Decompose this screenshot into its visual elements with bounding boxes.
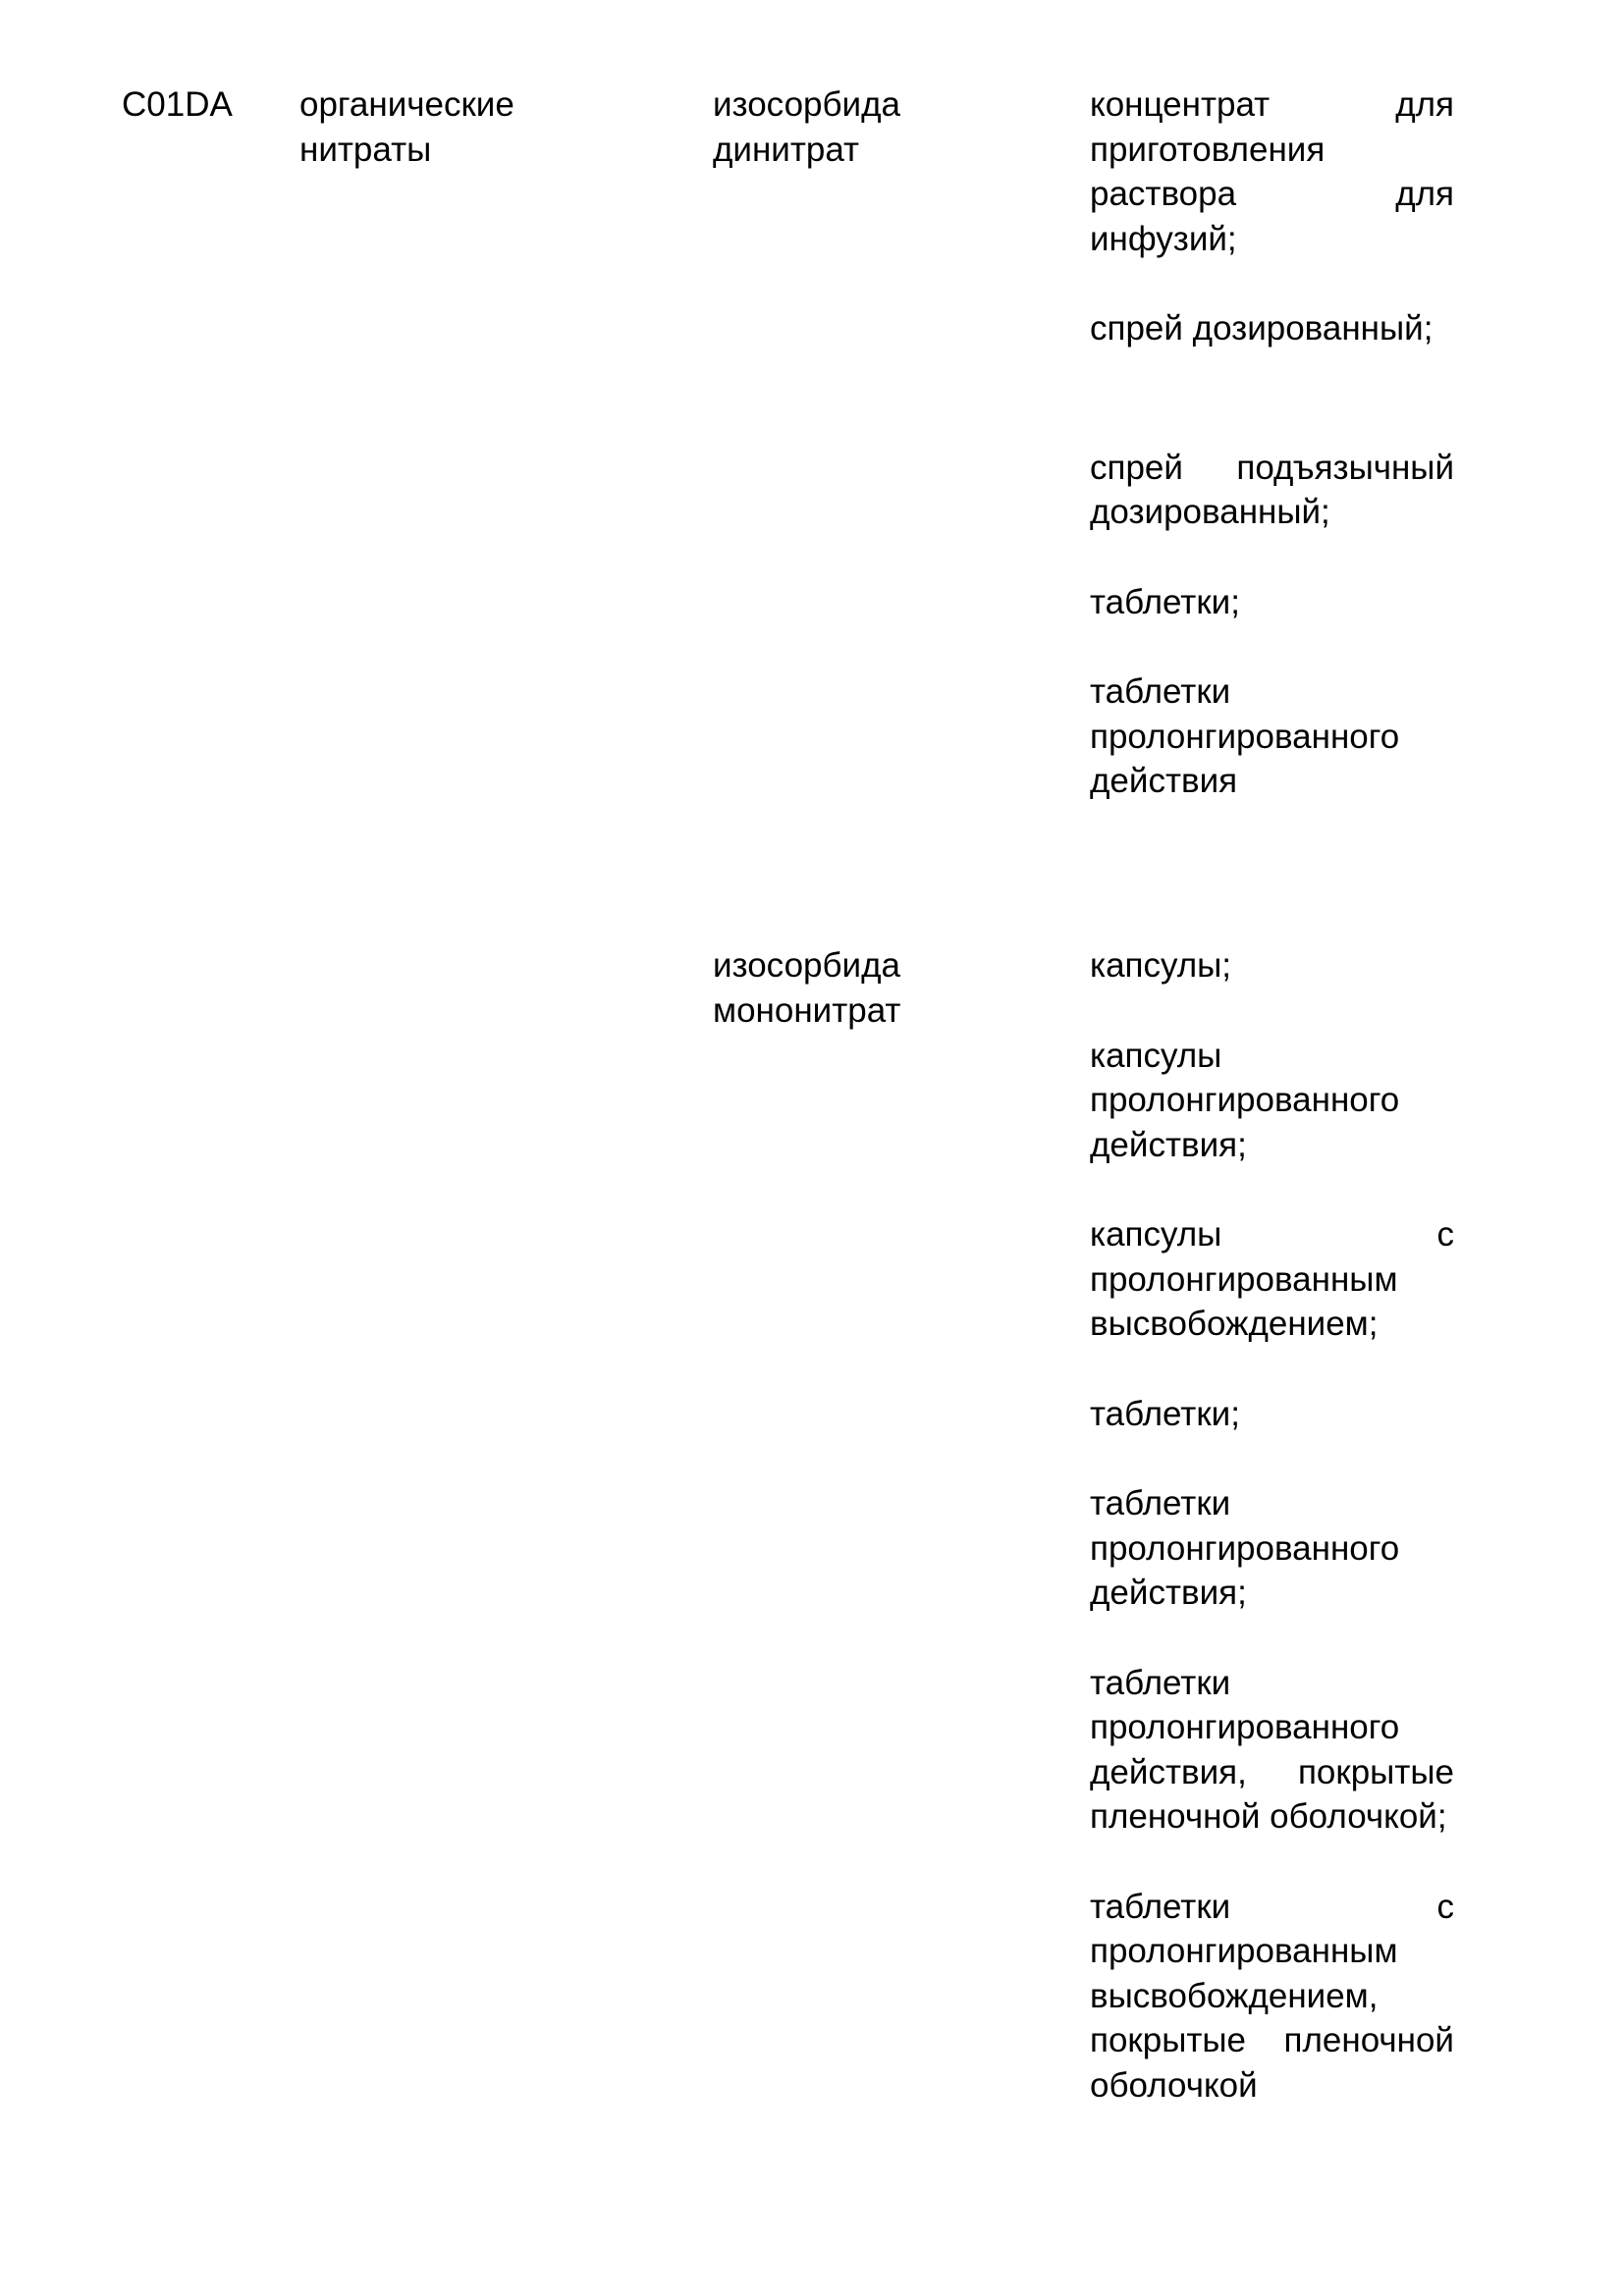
- dosage-form-item: таблетки с пролонгированным высвобождением, покрытые пленочной оболочкой: [1090, 1887, 1454, 2105]
- dosage-form-item: таблетки пролонгированного действия;: [1090, 1484, 1400, 1612]
- dosage-form-item: таблетки;: [1090, 582, 1240, 621]
- drug-name-isosorbide-mononitrate: изосорбида мононитрат: [713, 946, 901, 1030]
- dosage-form-item: концентрат для приготовления раствора для инфузий;: [1090, 85, 1454, 258]
- dosage-form-item: таблетки пролонгированного действия, покрытые пленочной оболочкой;: [1090, 1663, 1454, 1836]
- dosage-form-item: капсулы пролонгированного действия;: [1090, 1036, 1400, 1164]
- dosage-form-item: спрей подъязычный дозированный;: [1090, 448, 1454, 531]
- dosage-form-item: капсулы с пролонгированным высвобождением;: [1090, 1215, 1454, 1343]
- dosage-form-item: капсулы;: [1090, 946, 1232, 985]
- dosage-forms-isosorbide-mononitrate: [1090, 943, 1454, 2153]
- pharmacological-group: органические нитраты: [299, 85, 514, 169]
- dosage-form-item: спрей дозированный;: [1090, 309, 1434, 347]
- drug-name-isosorbide-dinitrate: изосорбида динитрат: [713, 85, 900, 169]
- dosage-forms-isosorbide-dinitrate: [1090, 82, 1454, 849]
- atc-code: C01DA: [122, 85, 233, 124]
- dosage-form-item: таблетки;: [1090, 1394, 1240, 1433]
- dosage-form-item: таблетки пролонгированного действия: [1090, 672, 1400, 800]
